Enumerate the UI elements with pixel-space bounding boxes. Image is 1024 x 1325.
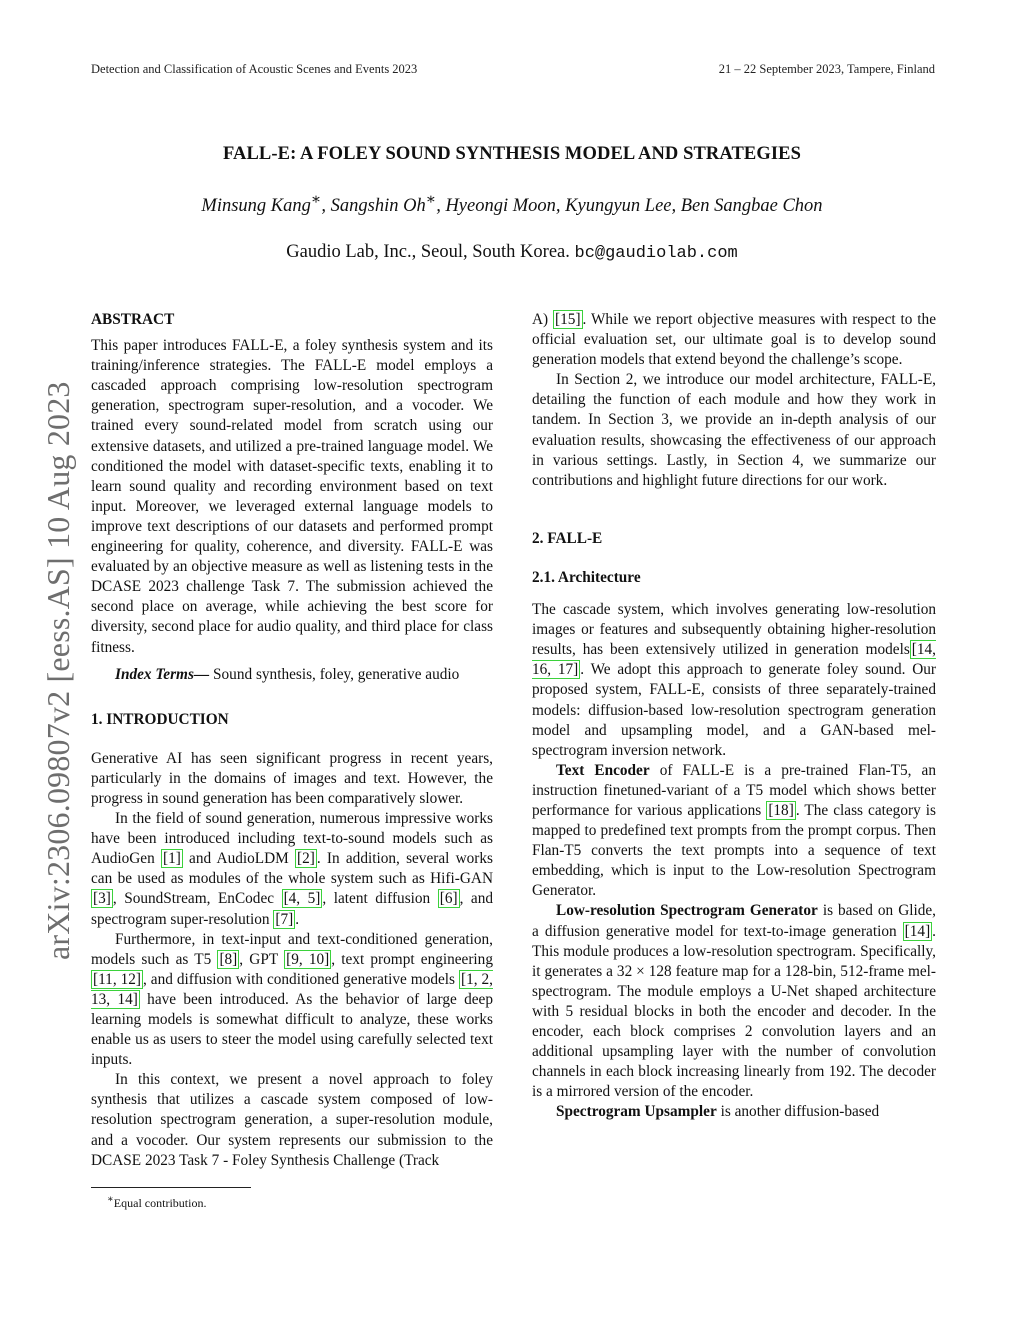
text-run: , and spectrogram super-resolution bbox=[91, 890, 494, 928]
citation-link[interactable]: [11, 12] bbox=[93, 970, 142, 988]
equal-contribution-mark: ∗ bbox=[310, 191, 322, 208]
intro-paragraph-1: Generative AI has seen significant progress in recent years, particularly in the domains of images and text. However, the progress in sound generation has been comparatively slower. bbox=[91, 749, 493, 807]
text-run: , and diffusion with conditioned generative models bbox=[143, 970, 459, 988]
paragraph-label: Spectrogram Upsampler bbox=[556, 1103, 717, 1121]
subsection-2-1-heading: 2.1. Architecture bbox=[532, 568, 641, 586]
text-run: A) bbox=[532, 311, 554, 328]
citation-link[interactable]: [1] bbox=[162, 850, 181, 868]
paragraph-label: Low-resolution Spectrogram Generator bbox=[556, 902, 818, 920]
abstract-heading: ABSTRACT bbox=[91, 311, 175, 328]
intro-heading: 1. INTRODUCTION bbox=[91, 710, 229, 728]
text-run: have been introduced. As the behavior of large deep learning models is somewhat difficult to analyze, these works enable us as users to steer the model using carefully selected text inputs. bbox=[91, 990, 493, 1069]
citation-link[interactable]: [14] bbox=[904, 922, 931, 940]
text-run: , latent diffusion bbox=[322, 890, 438, 908]
text-run: is another diffusion-based bbox=[716, 1103, 880, 1121]
text-run: , SoundStream, EnCodec bbox=[112, 890, 282, 908]
citation-link[interactable]: [4, 5] bbox=[283, 890, 321, 908]
section-2-heading: 2. FALL-E bbox=[532, 529, 603, 547]
text-encoder-paragraph bbox=[532, 761, 936, 902]
text-run: . While we report objective measures with respect to the official evaluation set, our ultimate goal is to develop sound generation models that extend beyond the challenge’s scope. bbox=[532, 311, 936, 369]
running-header-right: 21 – 22 September 2023, Tampere, Finland bbox=[718, 62, 935, 76]
citation-link[interactable]: [14, 16, 17] bbox=[532, 641, 936, 679]
right-column bbox=[532, 310, 936, 1122]
architecture-paragraph bbox=[532, 600, 936, 761]
text-run: of FALL-E is a pre-trained Flan-T5, an instruction finetuned-variant of a T5 model which shows better performance for various applications bbox=[532, 761, 936, 819]
paragraph-label: Text Encoder bbox=[556, 761, 650, 779]
intro-paragraph-5: In Section 2, we introduce our model architecture, FALL-E, detailing the function of each module and how they work in tandem. In Section 3, we provide an in-depth analysis of our evaluation results, showcasing the effectiveness of our approach in various settings. Lastly, in Section 4, we summarize our contributions and highlight future directions for our work. bbox=[532, 371, 936, 489]
low-res-generator-paragraph bbox=[532, 901, 936, 1102]
text-run: , text prompt engineering bbox=[331, 950, 493, 968]
footnote-rule bbox=[91, 1187, 251, 1188]
text-run: . The class category is mapped to predefined text prompts from the prompt corpus. Then Flan-T5 converts the text prompts into a sequence of text embedding, which is input to the Low-resolution Spectrogram Generator. bbox=[532, 801, 936, 900]
citation-link[interactable]: [3] bbox=[93, 890, 111, 908]
arxiv-identifier: arXiv:2306.09807v2 [eess.AS] 10 Aug 2023 bbox=[40, 381, 76, 960]
text-run: . bbox=[295, 910, 300, 928]
text-run: is based on Glide, a diffusion generative model for text-to-image generation bbox=[532, 902, 936, 940]
affiliation-text: Gaudio Lab, Inc., Seoul, South Korea. bbox=[286, 242, 570, 262]
citation-link[interactable]: [7] bbox=[275, 910, 294, 928]
citation-link[interactable]: [8] bbox=[219, 950, 238, 968]
left-column bbox=[91, 310, 493, 1211]
text-run: . We adopt this approach to generate foley sound. Our proposed system, FALL-E, consists of three separately-trained models: diffusion-based low-resolution spectrogram generation model and upsampling model, and a GAN-based mel-spectrogram inversion network. bbox=[532, 661, 936, 759]
contact-email[interactable]: bc@gaudiolab.com bbox=[574, 244, 738, 263]
footnote-text: Equal contribution. bbox=[113, 1195, 207, 1210]
equal-contribution-mark: ∗ bbox=[425, 191, 437, 208]
index-terms-label: Index Terms— bbox=[115, 665, 210, 683]
affiliation bbox=[0, 242, 1024, 263]
text-run: and AudioLDM bbox=[182, 850, 295, 868]
citation-link[interactable]: [6] bbox=[439, 890, 458, 908]
citation-link[interactable]: [1, 2, 13, 14] bbox=[91, 970, 493, 1008]
index-terms bbox=[91, 665, 493, 685]
text-run: , GPT bbox=[239, 950, 285, 968]
text-run: In the field of sound generation, numerous impressive works have been introduced including text-to-sound models such as AudioGen bbox=[91, 810, 493, 868]
citation-link[interactable]: [15] bbox=[555, 311, 581, 328]
footnote-mark: ∗ bbox=[107, 1193, 114, 1205]
intro-paragraph-4: In this context, we present a novel approach to foley synthesis that utilizes a cascade system composed of low-resolution spectrogram generation, a super-resolution module, and a vocoder. Our system represents our submission to the DCASE 2023 Task 7 - Foley Synthesis Challenge (Track bbox=[91, 1071, 493, 1169]
citation-link[interactable]: [2] bbox=[297, 850, 315, 868]
index-terms-list: Sound synthesis, foley, generative audio bbox=[213, 665, 460, 683]
text-run: . This module produces a low-resolution spectrogram. Specifically, it generates a 32 × 128 feature map for a 128-bin, 512-frame mel-spectrogram. The module employs a U-Net shaped architecture with 5 residual blocks in both the encoder and decoder. In the encoder, each block comprises 2 convolution layers and an additional upsampling layer with the number of convolution channels in each block increasing linearly from 192. The decoder is a mirrored version of the encoder. bbox=[532, 922, 936, 1101]
text-run: Furthermore, in text-input and text-conditioned generation, models such as T5 bbox=[91, 930, 493, 968]
intro-paragraph-2 bbox=[91, 809, 493, 930]
intro-paragraph-4-continued bbox=[532, 310, 936, 370]
paper-title: FALL-E: A FOLEY SOUND SYNTHESIS MODEL AND STRATEGIES bbox=[223, 144, 801, 164]
author-list: Minsung Kang∗, Sangshin Oh∗, Hyeongi Moon, Kyungyun Lee, Ben Sangbae Chon bbox=[201, 191, 823, 217]
other-authors: , Hyeongi Moon, Kyungyun Lee, Ben Sangbae Chon bbox=[436, 196, 823, 217]
text-run: . In addition, several works can be used as modules of the whole system such as Hifi-GAN bbox=[91, 850, 494, 888]
citation-link[interactable]: [9, 10] bbox=[286, 950, 330, 968]
footnote bbox=[91, 1192, 493, 1211]
running-header-left: Detection and Classification of Acoustic Scenes and Events 2023 bbox=[91, 62, 418, 76]
author-2: Sangshin Oh bbox=[330, 196, 426, 217]
abstract-text: This paper introduces FALL-E, a foley synthesis system and its training/inference strategies. The FALL-E model employs a cascaded approach comprising low-resolution spectrogram generation, spectrogram super-resolution, and a vocoder. We trained every sound-related model from scratch using our extensive datasets, and utilized a pre-trained language model. We conditioned the model with dataset-specific texts, enabling it to learn sound quality and recording environment based on text input. Moreover, we leveraged external language models to improve text descriptions of our datasets and performed prompt engineering for quality, coherence, and diversity. FALL-E was evaluated by an objective measure as well as listening tests in the DCASE 2023 challenge Task 7. The submission achieved the second place on average, while achieving the best score for diversity, second place for audio quality, and third place for class fitness. bbox=[91, 337, 493, 656]
intro-paragraph-3 bbox=[91, 930, 493, 1071]
text-run: The cascade system, which involves generating low-resolution images or features and subsequently obtaining higher-resolution results, has been extensively utilized in generation models bbox=[532, 601, 936, 659]
upsampler-paragraph bbox=[532, 1102, 936, 1122]
author-1: Minsung Kang bbox=[201, 196, 311, 217]
citation-link[interactable]: [18] bbox=[768, 801, 794, 819]
